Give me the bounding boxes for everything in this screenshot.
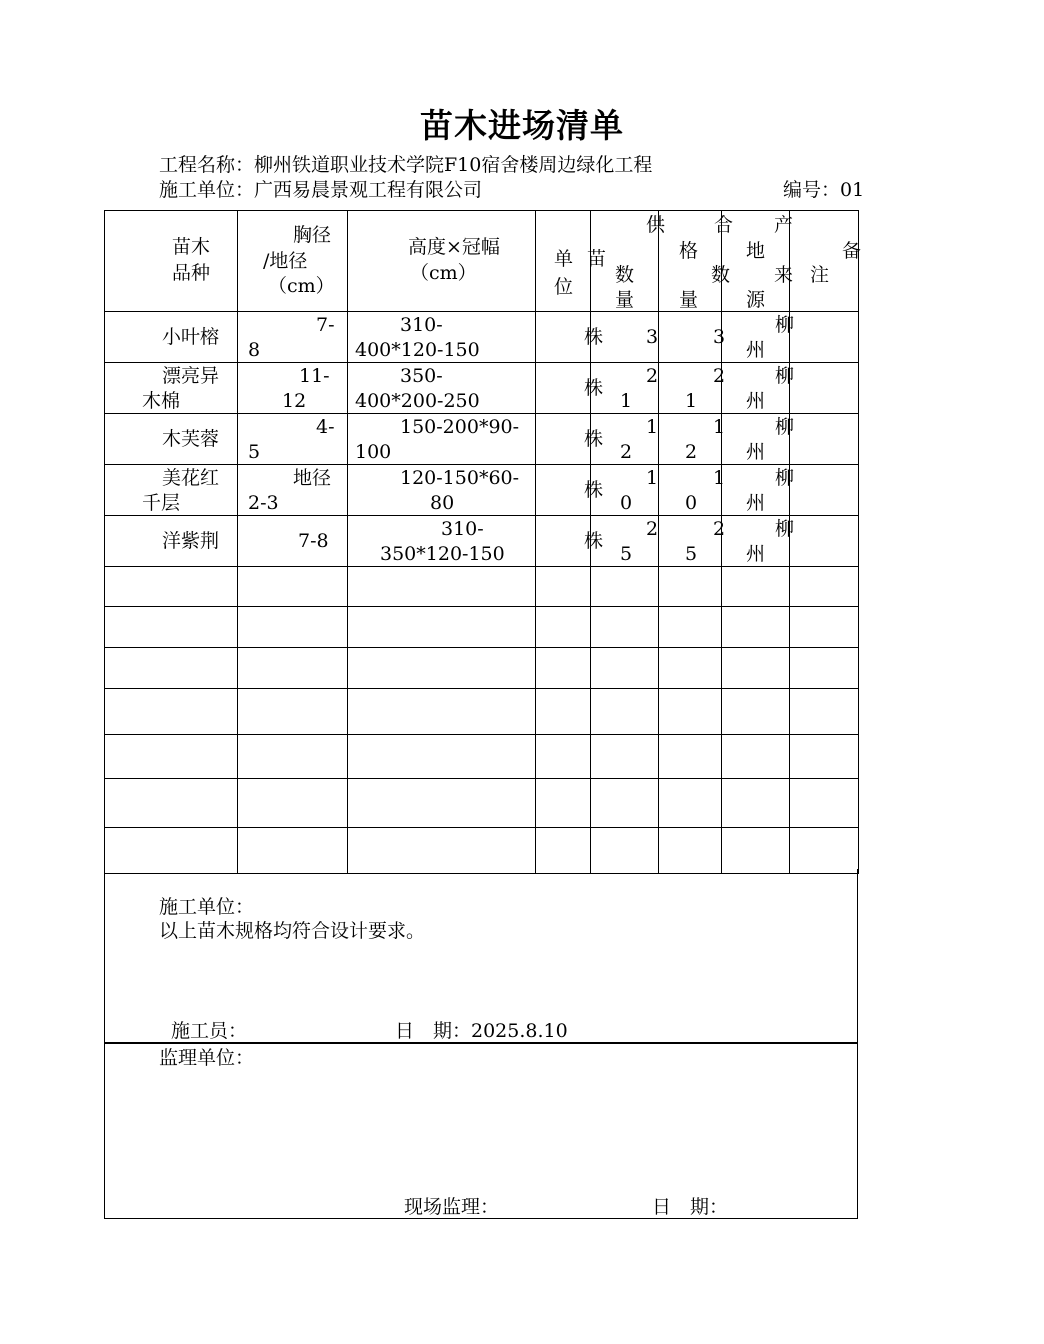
supply-qty-cell: 1 bbox=[646, 467, 659, 489]
qualified-qty-cell: 1 bbox=[713, 467, 726, 489]
diameter-cell: 7-8 bbox=[298, 530, 329, 552]
unit-cell: 株 bbox=[584, 428, 604, 450]
contractor-name: 施工单位：广西易晨景观工程有限公司 bbox=[159, 179, 483, 201]
seedling-table bbox=[104, 210, 862, 874]
header-variety: 苗木 品种 bbox=[105, 211, 238, 312]
origin-cell: 柳 bbox=[775, 416, 795, 438]
diameter-cell: 地径 bbox=[293, 467, 332, 489]
unit-cell: 株 bbox=[584, 377, 604, 399]
table-row: 木芙蓉 4- 5 150-200*90- 100 株 1 2 1 2 柳 州 bbox=[105, 414, 859, 465]
variety-cell: 小叶榕 bbox=[162, 326, 220, 348]
spec-cell: 350- bbox=[400, 365, 443, 387]
empty-row bbox=[105, 648, 859, 689]
table-row: 美花红 千层 地径 2-3 120-150*60- 80 株 1 0 1 0 柳 州 bbox=[105, 465, 859, 516]
empty-row bbox=[105, 607, 859, 648]
remarks-cell bbox=[790, 363, 859, 414]
supervisor-date: 日 期： bbox=[652, 1196, 729, 1218]
origin-cell: 柳 bbox=[775, 314, 795, 336]
spec-cell: 310- bbox=[441, 518, 484, 540]
diameter-cell: 4- bbox=[316, 416, 335, 438]
qualified-qty-cell: 2 bbox=[713, 518, 726, 540]
supervisor-signoff-section bbox=[104, 1043, 858, 1219]
spec-cell: 150-200*90- bbox=[400, 416, 520, 438]
table-row: 漂亮异 木棉 11- 12 350- 400*200-250 株 2 1 2 1 柳 州 bbox=[105, 363, 859, 414]
compliance-statement: 以上苗木规格均符合设计要求。 bbox=[159, 920, 426, 942]
header-supply-qty: 供 数 量 bbox=[591, 211, 659, 312]
contractor-date: 日 期：2025.8.10 bbox=[395, 1020, 568, 1042]
header-diameter: 胸径 /地径 （cm） bbox=[238, 211, 348, 312]
header-unit: 单 苗 位 bbox=[536, 211, 591, 312]
qualified-qty-cell: 2 bbox=[713, 365, 726, 387]
contractor-label: 施工单位： bbox=[159, 896, 255, 918]
unit-cell: 株 bbox=[584, 479, 604, 501]
supervisor-label: 监理单位： bbox=[159, 1047, 255, 1069]
spec-cell: 310- bbox=[400, 314, 443, 336]
qualified-qty-cell: 3 bbox=[713, 326, 726, 348]
supply-qty-cell: 2 bbox=[646, 365, 659, 387]
table-row: 洋紫荆 7-8 310- 350*120-150 株 2 5 2 5 柳 州 bbox=[105, 516, 859, 567]
variety-cell: 洋紫荆 bbox=[162, 530, 220, 552]
qualified-qty-cell: 1 bbox=[713, 416, 726, 438]
unit-cell: 株 bbox=[584, 326, 604, 348]
diameter-cell: 7- bbox=[316, 314, 335, 336]
project-name: 工程名称：柳州铁道职业技术学院F10宿舍楼周边绿化工程 bbox=[159, 154, 653, 176]
diameter-cell: 11- bbox=[299, 365, 330, 387]
remarks-cell bbox=[790, 312, 859, 363]
variety-cell: 美花红 bbox=[162, 467, 220, 489]
origin-cell: 柳 bbox=[775, 365, 795, 387]
unit-cell: 株 bbox=[584, 530, 604, 552]
serial-number: 编号：01 bbox=[783, 179, 865, 201]
origin-cell: 柳 bbox=[775, 518, 795, 540]
empty-row bbox=[105, 567, 859, 607]
remarks-cell bbox=[790, 414, 859, 465]
header-qualified-qty: 合 格 数 量 bbox=[659, 211, 722, 312]
header-origin: 产 地 来 源 bbox=[722, 211, 790, 312]
origin-cell: 柳 bbox=[775, 467, 795, 489]
header-row bbox=[105, 211, 859, 312]
contractor-signoff-section bbox=[104, 869, 858, 1043]
empty-row bbox=[105, 689, 859, 735]
header-height-spread: 高度×冠幅 （cm） bbox=[348, 211, 536, 312]
remarks-cell bbox=[790, 465, 859, 516]
supply-qty-cell: 1 bbox=[646, 416, 659, 438]
variety-cell: 木芙蓉 bbox=[162, 428, 220, 450]
empty-row bbox=[105, 779, 859, 828]
table-row: 小叶榕 7- 8 310- 400*120-150 株 3 3 柳 州 bbox=[105, 312, 859, 363]
site-supervisor-signature-label: 现场监理： bbox=[404, 1196, 500, 1218]
remarks-cell bbox=[790, 516, 859, 567]
variety-cell: 漂亮异 bbox=[162, 365, 220, 387]
supply-qty-cell: 3 bbox=[646, 326, 659, 348]
document-title: 苗木进场清单 bbox=[420, 106, 624, 145]
worker-signature-label: 施工员： bbox=[171, 1020, 248, 1042]
empty-row bbox=[105, 735, 859, 779]
empty-row bbox=[105, 828, 859, 874]
supply-qty-cell: 2 bbox=[646, 518, 659, 540]
spec-cell: 120-150*60- bbox=[400, 467, 520, 489]
header-remarks: 备 注 bbox=[790, 211, 859, 312]
